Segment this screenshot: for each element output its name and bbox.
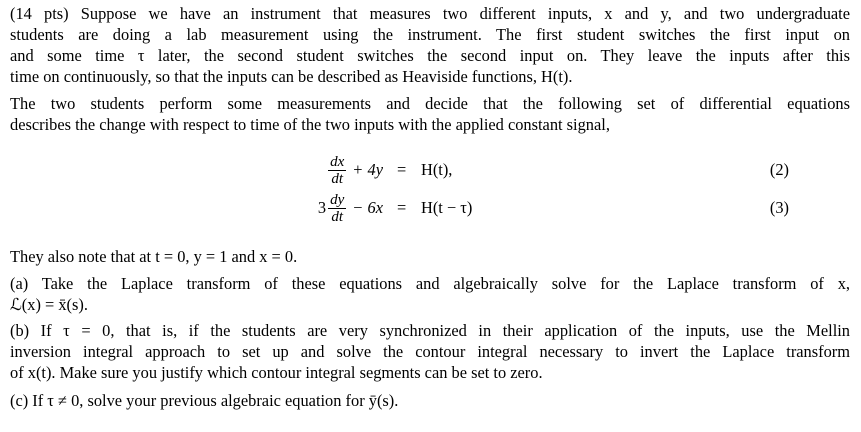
part-a-line-1: (a) Take the Laplace transform of these equations and algebraically solve for the Laplace transform of x, — [10, 274, 850, 293]
part-b-line-3: of x(t). Make sure you justify which contour integral segments can be set to zero. — [10, 363, 543, 382]
part-a-line-2: ℒ(x) = x̄(s). — [10, 295, 88, 314]
equation-2-denominator: dt — [331, 170, 344, 187]
equation-3-equals: = — [397, 198, 407, 217]
equation-2-numerator: dx — [330, 153, 345, 170]
part-b-paragraph — [10, 320, 850, 383]
equation-3-number: (3) — [769, 198, 789, 217]
intro-line-1: (14 pts) Suppose we have an instrument that measures two different inputs, x and y, and two undergraduate — [10, 4, 850, 23]
part-a-paragraph — [10, 273, 850, 315]
equation-2-rhs: H(t), — [421, 160, 453, 179]
equation-3 — [0, 186, 861, 230]
equation-3-term: 6x — [367, 198, 383, 217]
equation-3-operator: − — [353, 198, 363, 217]
part-c-paragraph — [10, 390, 850, 411]
equation-2-operator: + — [353, 160, 363, 179]
equation-3-lhs — [318, 186, 383, 230]
equation-3-rhs: H(t − τ) — [421, 198, 473, 217]
intro-line-3: and some time τ later, the second student switches the second input on. They leave the inputs after this — [10, 46, 850, 65]
intro-line-2: students are doing a lab measurement using the instrument. The first student switches the first input on — [10, 25, 850, 44]
part-b-line-1: (b) If τ = 0, that is, if the students are very synchronized in their application of the inputs, use the Mellin — [10, 321, 850, 340]
initial-conditions-text: They also note that at t = 0, y = 1 and x = 0. — [10, 247, 298, 266]
part-b-line-2: inversion integral approach to set up and solve the contour integral necessary to invert the Laplace transform — [10, 342, 850, 361]
intro-line-4: time on continuously, so that the inputs can be described as Heaviside functions, H(t). — [10, 67, 573, 86]
equation-3-denominator: dt — [331, 208, 344, 225]
problem-intro-paragraph — [10, 3, 850, 87]
equations-intro-paragraph — [10, 93, 850, 135]
equations-intro-line-1: The two students perform some measurements and decide that the following set of differential equations — [10, 94, 850, 113]
equation-3-derivative — [328, 192, 346, 225]
equation-2-derivative — [328, 154, 346, 187]
initial-conditions-paragraph — [10, 246, 850, 267]
part-c-text: (c) If τ ≠ 0, solve your previous algebraic equation for ȳ(s). — [10, 391, 399, 410]
equation-2-equals: = — [397, 160, 407, 179]
equation-2-number: (2) — [769, 160, 789, 179]
equations-intro-line-2: describes the change with respect to time of the two inputs with the applied constant signal, — [10, 115, 610, 134]
equation-3-numerator: dy — [330, 191, 345, 208]
equation-2-term: 4y — [367, 160, 383, 179]
equation-3-coefficient: 3 — [317, 198, 327, 217]
